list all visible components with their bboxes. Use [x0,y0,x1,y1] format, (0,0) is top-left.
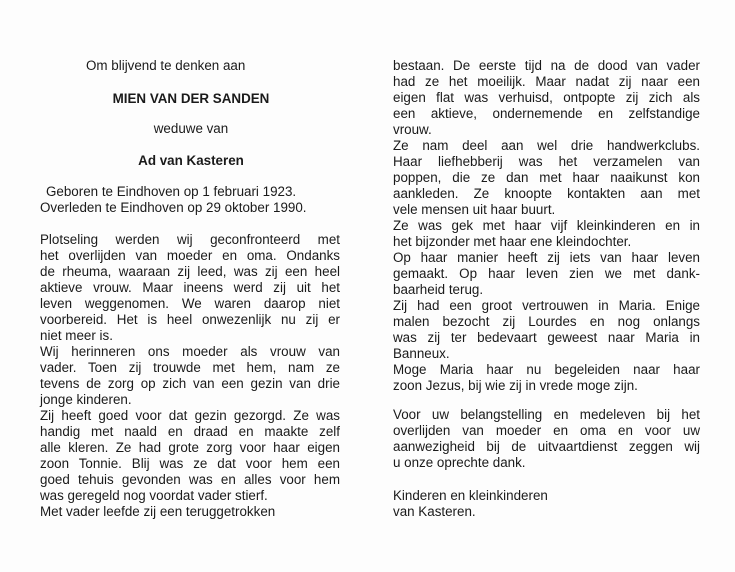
body-line: Ze nam deel aan wel drie handwerkclubs. [393,138,700,153]
body-line: jonge kinderen. [40,392,132,407]
signature-line: Kinderen en kleinkinderen [393,488,548,503]
body-line: de rheuma, waaraan zij leed, was zij een heel [40,264,340,279]
body-line: tevens de zorg op zich van een gezin van drie [40,376,340,391]
born-line: Geboren te Eindhoven op 1 februari 1923. [46,184,297,199]
body-line: Zij heeft goed voor dat gezin gezorgd. Ze was [40,408,340,423]
spouse-name: Ad van Kasteren [138,153,244,168]
deceased-name: MIEN VAN DER SANDEN [112,91,270,106]
body-line: Plotseling werden wij geconfronteerd met [40,232,340,247]
body-line: had ze het moeilijk. Maar nadat zij naar een [393,74,700,89]
body-line: niet meer is. [40,328,113,343]
body-line: was geregeld nog voordat vader stierf. [40,488,268,503]
body-line: zoon Jezus, bij wie zij in vrede moge zijn. [393,378,638,393]
body-line: goed tehuis gevonden was en alles voor hem [40,472,340,487]
body-line: alle kleren. Ze had grote zorg voor haar eigen [40,440,340,455]
body-line: het bijzonder met haar ene kleindochter. [393,234,632,249]
died-line: Overleden te Eindhoven op 29 oktober 1990. [40,200,307,215]
thanks-line: aanwezigheid bij de uitvaartdienst zeggen wij [393,439,700,454]
body-line: baarheid terug. [393,282,484,297]
body-line: Moge Maria haar nu begeleiden naar haar [393,362,700,377]
body-line: bestaan. De eerste tijd na de dood van vader [393,58,700,73]
body-line: een aktieve, ondernemende en zelfstandige [393,106,700,121]
body-line: vele mensen uit haar buurt. [393,202,556,217]
body-line: het overlijden van moeder en oma. Ondanks [40,248,340,263]
body-line: Haar liefhebberij was het verzamelen van [393,154,700,169]
body-line: aktieve vrouw. Maar ineens werd zij uit het [40,280,340,295]
body-line: Ze was gek met haar vijf kleinkinderen en in [393,218,700,233]
body-line: Met vader leefde zij een teruggetrokken [40,504,276,519]
thanks-line: u onze oprechte dank. [393,455,526,470]
body-line: handig met naald en draad en maakte zelf [40,424,340,439]
body-line: Banneux. [393,346,450,361]
body-line: vrouw. [393,122,432,137]
body-line: aankleden. Ze knoopte kontakten aan met [393,186,700,201]
body-line: leven weggenomen. We waren daarop niet [40,296,340,311]
thanks-line: overlijden van moeder en oma en voor uw [393,423,700,438]
body-line: voorbereid. Het is heel onwezenlijk nu zij er [40,312,340,327]
body-line: vader. Toen zij trouwde met hem, nam ze [40,360,340,375]
body-line: Zij had een groot vertrouwen in Maria. Enige [393,298,700,313]
body-line: gemaakt. Op haar leven zien we met dank- [393,266,700,281]
body-line: eigen flat was verhuisd, ontpopte zij zich als [393,90,700,105]
body-line: Op haar manier heeft zij iets van haar leven [393,250,700,265]
body-line: zoon Tonnie. Blij was ze dat voor hem een [40,456,340,471]
signature-line: van Kasteren. [393,504,476,519]
relation-line: weduwe van [153,121,229,136]
right-column [393,0,700,572]
body-line: was zij ter bedevaart geweest naar Maria in [393,330,700,345]
body-line: malen bezocht zij Lourdes en nog onlangs [393,314,700,329]
left-column [40,0,340,572]
opening-line: Om blijvend te denken aan [86,58,246,73]
thanks-line: Voor uw belangstelling en medeleven bij het [393,407,700,422]
body-line: Wij herinneren ons moeder als vrouw van [40,344,340,359]
body-line: poppen, die ze dan met haar naaikunst kon [393,170,700,185]
